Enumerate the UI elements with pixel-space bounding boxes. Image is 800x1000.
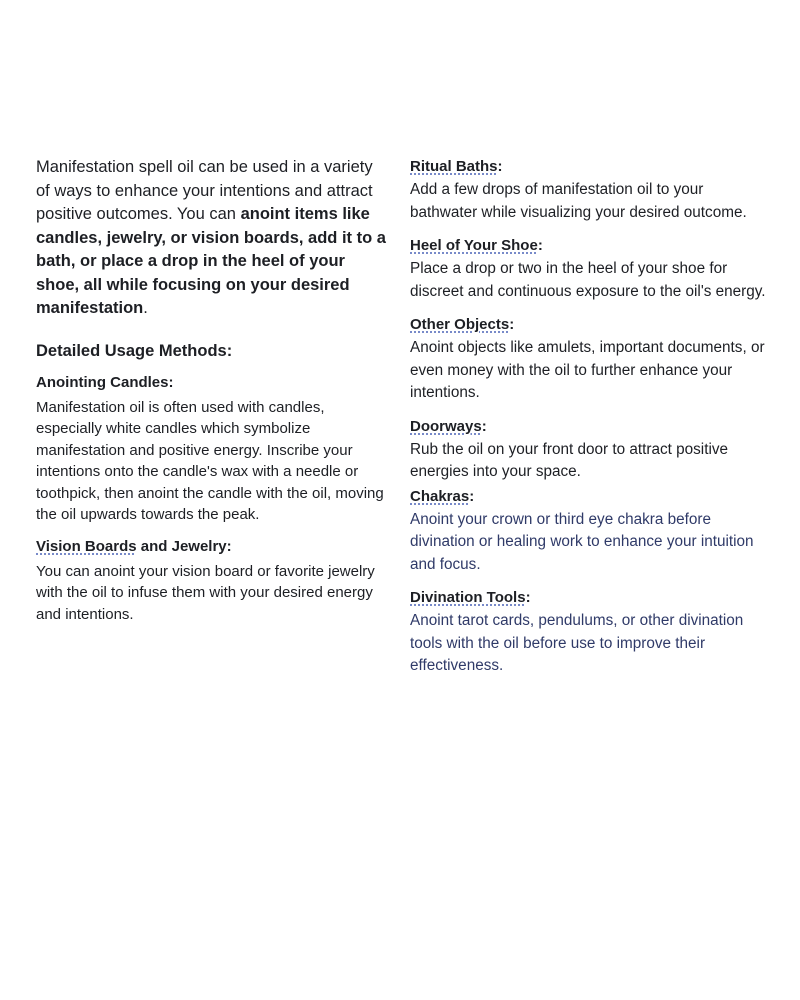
section-chakras xyxy=(410,486,770,577)
section-title xyxy=(410,156,770,177)
section-body: You can anoint your vision board or favorite jewelry with the oil to infuse them with your desired energy and intentions. xyxy=(36,562,375,623)
title-colon: : xyxy=(537,237,543,254)
right-column xyxy=(410,156,770,678)
section-body: Place a drop or two in the heel of your shoe for discreet and continuous exposure to the oil's energy. xyxy=(410,260,766,300)
section-body: Manifestation oil is often used with candles, especially white candles which symbolize manifestation and positive energy. Inscribe your intentions onto the candle's wax with a needle or toothpick, then anoint the candle with the oil, moving the oil upwards towards the peak. xyxy=(36,398,384,523)
title-colon: : xyxy=(469,487,475,505)
section-title-link[interactable]: Other Objects xyxy=(410,316,510,333)
section-title-link[interactable]: Vision Boards xyxy=(36,537,137,555)
section-other-objects xyxy=(410,314,770,405)
section-title-link[interactable]: Doorways xyxy=(410,417,482,435)
section-body: Add a few drops of manifestation oil to your bathwater while visualizing your desired outcome. xyxy=(410,181,747,221)
section-divination-tools xyxy=(410,587,770,678)
section-title-link[interactable]: Heel of Your Shoe xyxy=(410,237,538,254)
section-body: Anoint objects like amulets, important documents, or even money with the oil to further enhance your intentions. xyxy=(410,339,765,401)
section-title xyxy=(410,416,770,437)
section-body: Anoint tarot cards, pendulums, or other divination tools with the oil before use to improve their effectiveness. xyxy=(410,612,744,674)
title-colon: : xyxy=(497,158,503,175)
section-title xyxy=(36,536,386,557)
section-title: Anointing Candles: xyxy=(36,373,174,391)
detailed-usage-heading: Detailed Usage Methods: xyxy=(36,341,233,360)
section-title xyxy=(410,314,770,335)
intro-bold-text: anoint items like candles, jewelry, or vision boards, add it to a bath, or place a drop in the heel of your shoe, all while focusing on your desired manifestation xyxy=(36,205,386,317)
intro-paragraph xyxy=(36,156,386,321)
intro-end: . xyxy=(143,299,148,317)
section-body: Rub the oil on your front door to attract positive energies into your space. xyxy=(410,440,729,480)
section-title-link[interactable]: Divination Tools xyxy=(410,589,526,606)
left-column xyxy=(36,156,386,625)
title-colon: : xyxy=(481,417,487,435)
section-title xyxy=(410,486,770,507)
section-doorways xyxy=(410,416,770,484)
section-title xyxy=(410,587,770,608)
section-body: Anoint your crown or third eye chakra before divination or healing work to enhance your intuition and focus. xyxy=(410,510,754,573)
title-colon: : xyxy=(509,316,515,333)
section-vision-boards xyxy=(36,536,386,626)
section-ritual-baths xyxy=(410,156,770,224)
section-title-link[interactable]: Ritual Baths xyxy=(410,158,498,175)
section-title-rest: and Jewelry: xyxy=(136,537,232,555)
section-title xyxy=(410,235,770,256)
section-title-link[interactable]: Chakras xyxy=(410,487,470,505)
title-colon: : xyxy=(525,589,531,606)
intro-text: Manifestation spell oil can be used in a variety of ways to enhance your intentions and attract positive outcomes. You can xyxy=(36,158,373,223)
section-anointing-candles xyxy=(36,372,386,526)
section-heel-of-shoe xyxy=(410,235,770,303)
